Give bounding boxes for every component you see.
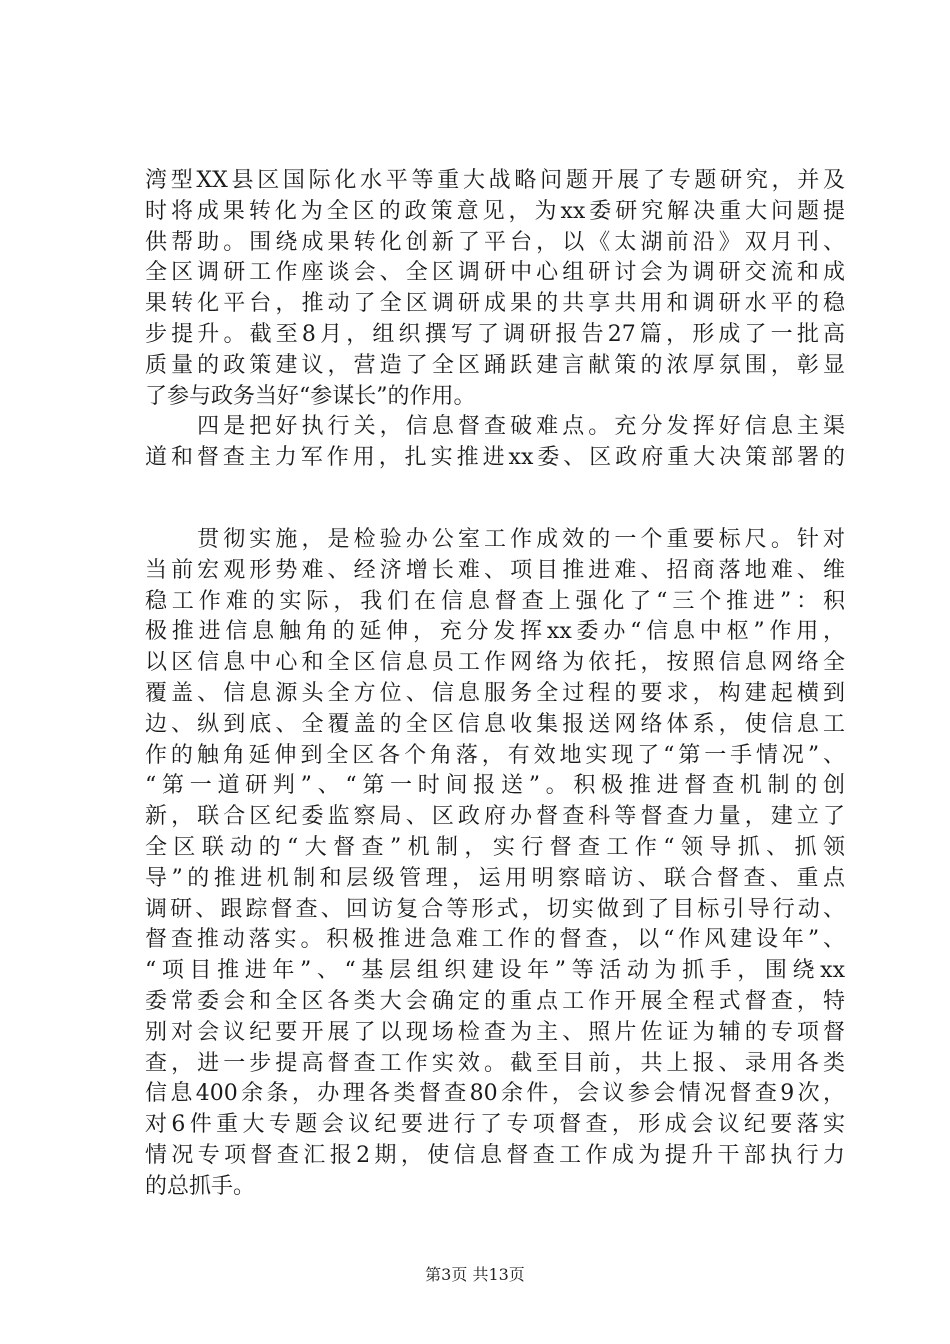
page-footer: 第3页 共13页: [425, 1265, 525, 1284]
text-line: 的总抓手。: [145, 1173, 256, 1199]
text-line: 调研、跟踪督查、回访复合等形式，切实做到了目标引导行动、: [145, 896, 845, 922]
text-line: “第一道研判”、“第一时间报送”。积极推进督查机制的创: [145, 773, 845, 799]
text-line: 导”的推进机制和层级管理，运用明察暗访、联合督查、重点: [145, 865, 845, 891]
text-line: 新，联合区纪委监察局、区政府办督查科等督查力量，建立了: [145, 804, 845, 830]
text-line: 贯彻实施，是检验办公室工作成效的一个重要标尺。针对: [145, 527, 845, 552]
text-line: 道和督查主力军作用，扎实推进xx委、区政府重大决策部署的: [145, 445, 845, 471]
text-line: 对6件重大专题会议纪要进行了专项督查，形成会议纪要落实: [145, 1112, 845, 1138]
text-line: 湾型XX县区国际化水平等重大战略问题开展了专题研究，并及: [145, 168, 845, 193]
text-line: 步提升。截至8月，组织撰写了调研报告27篇，形成了一批高: [145, 322, 845, 347]
text-line: 果转化平台，推动了全区调研成果的共享共用和调研水平的稳: [145, 291, 845, 317]
text-line: 作的触角延伸到全区各个角落，有效地实现了“第一手情况”、: [145, 742, 845, 768]
text-line: “项目推进年”、“基层组织建设年”等活动为抓手，围绕xx: [145, 958, 845, 984]
text-line: 四是把好执行关，信息督查破难点。充分发挥好信息主渠: [145, 414, 845, 440]
text-line: 别对会议纪要开展了以现场检查为主、照片佐证为辅的专项督: [145, 1019, 845, 1045]
text-line: 全区调研工作座谈会、全区调研中心组研讨会为调研交流和成: [145, 260, 845, 286]
text-line: 查，进一步提高督查工作实效。截至目前，共上报、录用各类: [145, 1050, 845, 1076]
text-line: 情况专项督查汇报2期，使信息督查工作成为提升干部执行力: [145, 1143, 845, 1168]
text-line: 极推进信息触角的延伸，充分发挥xx委办“信息中枢”作用，: [145, 619, 845, 645]
text-line: 时将成果转化为全区的政策意见，为xx委研究解决重大问题提: [145, 198, 845, 224]
text-line: 边、纵到底、全覆盖的全区信息收集报送网络体系，使信息工: [145, 711, 845, 737]
text-line: 质量的政策建议，营造了全区踊跃建言献策的浓厚氛围，彰显: [145, 352, 845, 378]
text-line: 当前宏观形势难、经济增长难、项目推进难、招商落地难、维: [145, 557, 845, 583]
text-line: 信息400余条，办理各类督查80余件，会议参会情况督查9次，: [145, 1081, 845, 1107]
text-line: 供帮助。围绕成果转化创新了平台，以《太湖前沿》双月刊、: [145, 229, 845, 255]
text-line: 督查推动落实。积极推进急难工作的督查，以“作风建设年”、: [145, 927, 845, 953]
text-line: 稳工作难的实际，我们在信息督查上强化了“三个推进”：积: [145, 588, 845, 614]
text-line: 委常委会和全区各类大会确定的重点工作开展全程式督查，特: [145, 989, 845, 1014]
text-line: 覆盖、信息源头全方位、信息服务全过程的要求，构建起横到: [145, 681, 845, 706]
text-line: 了参与政务当好“参谋长”的作用。: [145, 383, 476, 409]
text-line: 全区联动的“大督查”机制，实行督查工作“领导抓、抓领: [145, 835, 845, 860]
text-line: 以区信息中心和全区信息员工作网络为依托，按照信息网络全: [145, 650, 845, 676]
